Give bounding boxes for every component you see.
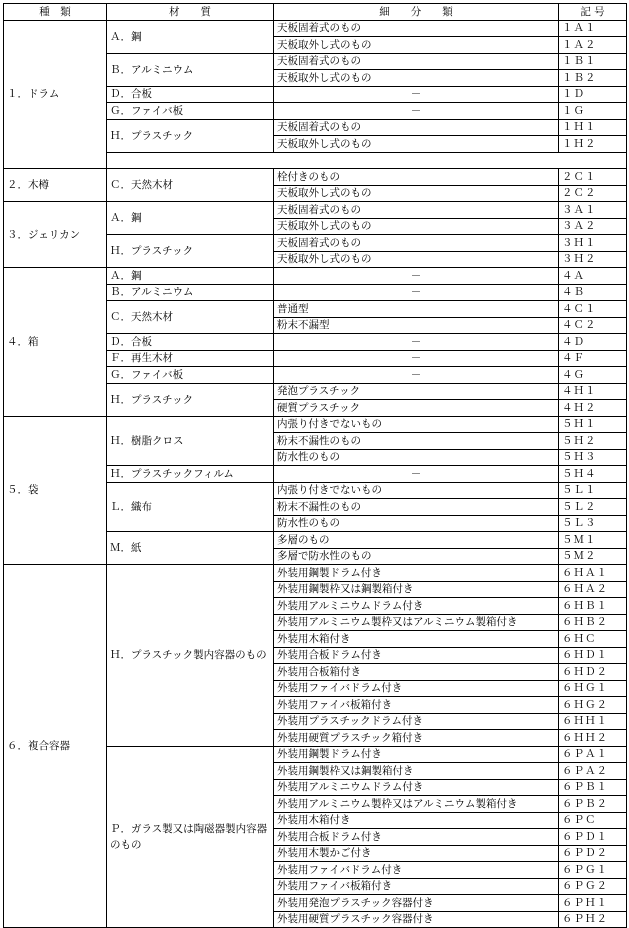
subclass-cell: 多層のもの bbox=[274, 532, 559, 549]
subclass-cell: 外装用ファイバドラム付き bbox=[274, 680, 559, 697]
subclass-cell: 栓付きのもの bbox=[274, 169, 559, 186]
code-cell: ６ＨＨ１ bbox=[559, 713, 627, 730]
subclass-cell: － bbox=[274, 284, 559, 301]
subclass-cell: 外装用鋼製枠又は鋼製箱付き bbox=[274, 581, 559, 598]
code-cell: １Ｂ１ bbox=[559, 53, 627, 70]
subclass-cell: 多層で防水性のもの bbox=[274, 548, 559, 565]
code-cell: ３Ｈ２ bbox=[559, 251, 627, 268]
code-cell: ４Ｈ１ bbox=[559, 383, 627, 400]
packaging-code-table bbox=[3, 3, 627, 928]
subclass-cell: 外装用合板箱付き bbox=[274, 664, 559, 681]
code-cell: ５Ｈ１ bbox=[559, 416, 627, 433]
subclass-cell: 粉末不漏性のもの bbox=[274, 499, 559, 516]
subclass-cell: 外装用アルミニウム製枠又はアルミニウム製箱付き bbox=[274, 614, 559, 631]
subclass-cell: － bbox=[274, 268, 559, 285]
subclass-cell: 外装用木箱付き bbox=[274, 812, 559, 829]
subclass-cell: 天板固着式のもの bbox=[274, 235, 559, 252]
subclass-cell: 天板取外し式のもの bbox=[274, 70, 559, 87]
subclass-cell: 外装用ファイバドラム付き bbox=[274, 862, 559, 879]
code-cell: １Ａ２ bbox=[559, 37, 627, 54]
subclass-cell: 外装用プラスチックドラム付き bbox=[274, 713, 559, 730]
code-cell: １Ｂ２ bbox=[559, 70, 627, 87]
subclass-cell: 外装用鋼製ドラム付き bbox=[274, 746, 559, 763]
subclass-cell: 天板取外し式のもの bbox=[274, 136, 559, 153]
code-cell: ３Ａ２ bbox=[559, 218, 627, 235]
code-cell: ６ＰＣ bbox=[559, 812, 627, 829]
material-cell: Ｂ．アルミニウム bbox=[107, 284, 274, 301]
subclass-cell: － bbox=[274, 367, 559, 384]
subclass-cell: 内張り付きでないもの bbox=[274, 416, 559, 433]
subclass-cell: 粉末不漏型 bbox=[274, 317, 559, 334]
subclass-cell: 硬質プラスチック bbox=[274, 400, 559, 417]
code-cell: １Ｄ bbox=[559, 86, 627, 103]
header-subclass: 細 分 類 bbox=[274, 4, 559, 21]
code-cell: ４Ｈ２ bbox=[559, 400, 627, 417]
code-cell: ６ＨＢ１ bbox=[559, 598, 627, 615]
code-cell: ５Ｌ１ bbox=[559, 482, 627, 499]
container-kind-cell: ５．袋 bbox=[4, 416, 107, 565]
code-cell: １Ａ１ bbox=[559, 20, 627, 37]
code-cell: ３Ａ１ bbox=[559, 202, 627, 219]
code-cell: ６ＨＤ２ bbox=[559, 664, 627, 681]
material-cell: Ｈ．プラスチック bbox=[107, 119, 274, 152]
subclass-cell: 防水性のもの bbox=[274, 449, 559, 466]
code-cell: ６ＰＧ２ bbox=[559, 878, 627, 895]
table-row bbox=[4, 202, 627, 219]
code-cell: ６ＰＢ１ bbox=[559, 779, 627, 796]
subclass-cell: － bbox=[274, 350, 559, 367]
table-row bbox=[4, 268, 627, 285]
subclass-cell: 外装用合板ドラム付き bbox=[274, 647, 559, 664]
subclass-cell: 外装用硬質プラスチック箱付き bbox=[274, 730, 559, 747]
subclass-cell: 天板固着式のもの bbox=[274, 119, 559, 136]
table-row bbox=[4, 169, 627, 186]
code-cell: １Ｇ bbox=[559, 103, 627, 120]
subclass-cell: － bbox=[274, 103, 559, 120]
subclass-cell: 発泡プラスチック bbox=[274, 383, 559, 400]
subclass-cell: － bbox=[274, 334, 559, 351]
code-cell: ６ＰＡ２ bbox=[559, 763, 627, 780]
material-cell: Ｇ．ファイバ板 bbox=[107, 367, 274, 384]
code-cell: ４Ｄ bbox=[559, 334, 627, 351]
blank-row-cell bbox=[107, 152, 627, 169]
code-cell: ４Ｇ bbox=[559, 367, 627, 384]
material-cell: Ａ．鋼 bbox=[107, 20, 274, 53]
code-cell: ５Ｍ２ bbox=[559, 548, 627, 565]
code-cell: ６ＨＧ１ bbox=[559, 680, 627, 697]
code-cell: ６ＨＡ１ bbox=[559, 565, 627, 582]
subclass-cell: 外装用ファイバ板箱付き bbox=[274, 697, 559, 714]
subclass-cell: 普通型 bbox=[274, 301, 559, 318]
material-cell: Ｆ．再生木材 bbox=[107, 350, 274, 367]
code-cell: ４Ｆ bbox=[559, 350, 627, 367]
container-kind-cell: １．ドラム bbox=[4, 20, 107, 169]
code-cell: ５Ｈ４ bbox=[559, 466, 627, 483]
subclass-cell: 外装用木製かご付き bbox=[274, 845, 559, 862]
code-cell: ６ＰＢ２ bbox=[559, 796, 627, 813]
material-cell: Ｈ．プラスチック製内容器のもの bbox=[107, 565, 274, 747]
material-cell: Ｍ．紙 bbox=[107, 532, 274, 565]
code-cell: ４Ｂ bbox=[559, 284, 627, 301]
container-kind-cell: ４．箱 bbox=[4, 268, 107, 417]
subclass-cell: 内張り付きでないもの bbox=[274, 482, 559, 499]
material-cell: Ｇ．ファイバ板 bbox=[107, 103, 274, 120]
subclass-cell: 天板固着式のもの bbox=[274, 53, 559, 70]
material-cell: Ｃ．天然木材 bbox=[107, 301, 274, 334]
code-cell: ５Ｈ２ bbox=[559, 433, 627, 450]
subclass-cell: 外装用木箱付き bbox=[274, 631, 559, 648]
material-cell: Ｌ．織布 bbox=[107, 482, 274, 532]
code-cell: ６ＰＨ２ bbox=[559, 911, 627, 928]
subclass-cell: 外装用鋼製ドラム付き bbox=[274, 565, 559, 582]
material-cell: Ａ．鋼 bbox=[107, 202, 274, 235]
subclass-cell: 天板取外し式のもの bbox=[274, 37, 559, 54]
code-cell: ６ＨＢ２ bbox=[559, 614, 627, 631]
code-cell: ４Ｃ２ bbox=[559, 317, 627, 334]
material-cell: Ａ．鋼 bbox=[107, 268, 274, 285]
code-cell: ６ＨＤ１ bbox=[559, 647, 627, 664]
code-cell: ２Ｃ１ bbox=[559, 169, 627, 186]
code-cell: ６ＰＧ１ bbox=[559, 862, 627, 879]
code-cell: ２Ｃ２ bbox=[559, 185, 627, 202]
code-cell: ６ＰＤ１ bbox=[559, 829, 627, 846]
code-cell: ４Ａ bbox=[559, 268, 627, 285]
subclass-cell: 外装用ファイバ板箱付き bbox=[274, 878, 559, 895]
subclass-cell: － bbox=[274, 86, 559, 103]
material-cell: Ｂ．アルミニウム bbox=[107, 53, 274, 86]
header-code: 記 号 bbox=[559, 4, 627, 21]
code-cell: ６ＨＣ bbox=[559, 631, 627, 648]
header-row bbox=[4, 4, 627, 21]
subclass-cell: 天板取外し式のもの bbox=[274, 251, 559, 268]
subclass-cell: 天板取外し式のもの bbox=[274, 185, 559, 202]
code-cell: ６ＨＡ２ bbox=[559, 581, 627, 598]
material-cell: Ｈ．プラスチックフィルム bbox=[107, 466, 274, 483]
header-kind: 種 類 bbox=[4, 4, 107, 21]
subclass-cell: 天板固着式のもの bbox=[274, 20, 559, 37]
table-body bbox=[4, 20, 627, 928]
packaging-code-document bbox=[3, 3, 626, 928]
code-cell: １Ｈ２ bbox=[559, 136, 627, 153]
code-cell: ５Ｍ１ bbox=[559, 532, 627, 549]
material-cell: Ｃ．天然木材 bbox=[107, 169, 274, 202]
code-cell: １Ｈ１ bbox=[559, 119, 627, 136]
code-cell: ６ＨＨ２ bbox=[559, 730, 627, 747]
container-kind-cell: ２．木樽 bbox=[4, 169, 107, 202]
subclass-cell: 防水性のもの bbox=[274, 515, 559, 532]
subclass-cell: 外装用硬質プラスチック容器付き bbox=[274, 911, 559, 928]
table-row bbox=[4, 20, 627, 37]
container-kind-cell: ６．複合容器 bbox=[4, 565, 107, 928]
table-row bbox=[4, 416, 627, 433]
material-cell: Ｈ．樹脂クロス bbox=[107, 416, 274, 466]
code-cell: ５Ｈ３ bbox=[559, 449, 627, 466]
container-kind-cell: ３．ジェリカン bbox=[4, 202, 107, 268]
subclass-cell: 外装用鋼製枠又は鋼製箱付き bbox=[274, 763, 559, 780]
code-cell: ５Ｌ２ bbox=[559, 499, 627, 516]
subclass-cell: 外装用合板ドラム付き bbox=[274, 829, 559, 846]
material-cell: Ｐ．ガラス製又は陶磁器製内容器のもの bbox=[107, 746, 274, 928]
material-cell: Ｈ．プラスチック bbox=[107, 235, 274, 268]
subclass-cell: － bbox=[274, 466, 559, 483]
material-cell: Ｄ．合板 bbox=[107, 334, 274, 351]
subclass-cell: 天板取外し式のもの bbox=[274, 218, 559, 235]
code-cell: ６ＨＧ２ bbox=[559, 697, 627, 714]
code-cell: ６ＰＨ１ bbox=[559, 895, 627, 912]
subclass-cell: 外装用発泡プラスチック容器付き bbox=[274, 895, 559, 912]
code-cell: ４Ｃ１ bbox=[559, 301, 627, 318]
material-cell: Ｈ．プラスチック bbox=[107, 383, 274, 416]
subclass-cell: 粉末不漏性のもの bbox=[274, 433, 559, 450]
subclass-cell: 外装用アルミニウムドラム付き bbox=[274, 779, 559, 796]
code-cell: ６ＰＡ１ bbox=[559, 746, 627, 763]
code-cell: ３Ｈ１ bbox=[559, 235, 627, 252]
subclass-cell: 天板固着式のもの bbox=[274, 202, 559, 219]
code-cell: ６ＰＤ２ bbox=[559, 845, 627, 862]
header-material: 材 質 bbox=[107, 4, 274, 21]
subclass-cell: 外装用アルミニウム製枠又はアルミニウム製箱付き bbox=[274, 796, 559, 813]
table-row bbox=[4, 565, 627, 582]
subclass-cell: 外装用アルミニウムドラム付き bbox=[274, 598, 559, 615]
material-cell: Ｄ．合板 bbox=[107, 86, 274, 103]
code-cell: ５Ｌ３ bbox=[559, 515, 627, 532]
